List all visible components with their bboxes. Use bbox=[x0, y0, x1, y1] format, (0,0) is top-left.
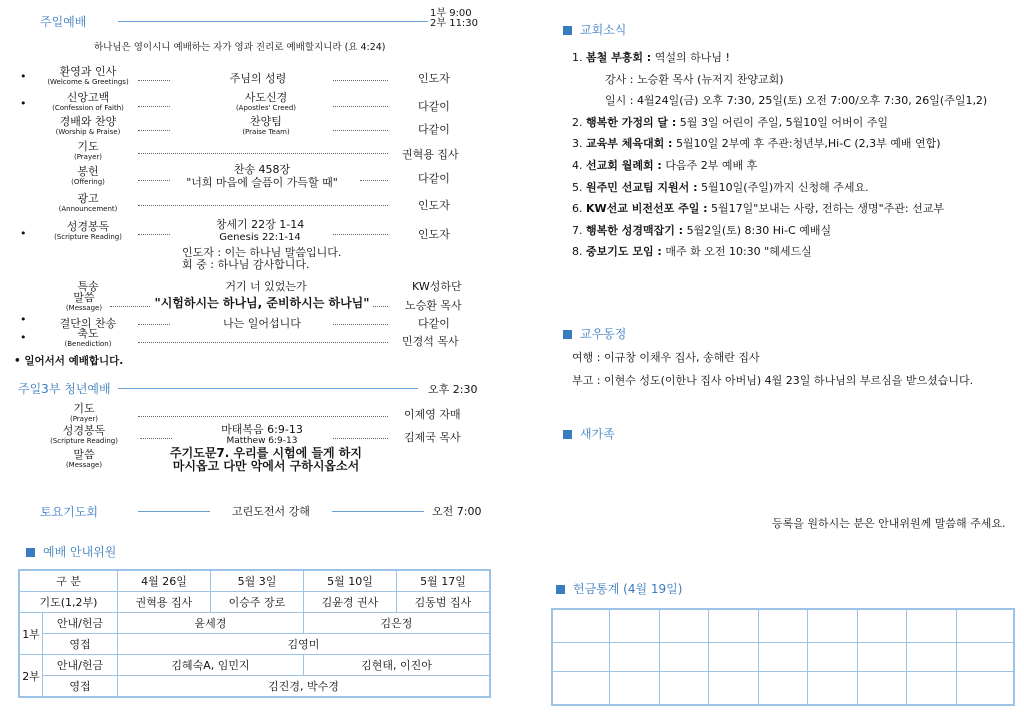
table-cell: 5월 17일 bbox=[397, 570, 491, 592]
table-row bbox=[552, 671, 1014, 705]
order-item-mid-en: (Praise Team) bbox=[242, 128, 290, 136]
youth-message-label: 말씀 bbox=[73, 448, 95, 461]
order-item-mid: 주님의 성령 bbox=[229, 72, 287, 85]
table-cell: 김동범 집사 bbox=[397, 592, 491, 613]
table-row bbox=[19, 570, 490, 592]
decision-label: 결단의 찬송 bbox=[59, 317, 117, 330]
order-item-mid-2: "너희 마음에 슬픔이 가득할 때" bbox=[186, 176, 338, 189]
order-item-ko: 기도 bbox=[77, 140, 99, 153]
ushers-title bbox=[26, 543, 116, 560]
table-cell: 구 분 bbox=[19, 570, 118, 592]
table-cell: 김영미 bbox=[118, 634, 491, 655]
order-item-right: 권혁용 집사 bbox=[402, 148, 459, 161]
order-item-en: (Offering) bbox=[71, 178, 105, 186]
sermon-label: 말씀 bbox=[73, 291, 95, 304]
table-row bbox=[552, 643, 1014, 672]
youth-reading-label-en: (Scripture Reading) bbox=[50, 437, 118, 445]
decision-hymn: 나는 일어섭니다 bbox=[223, 317, 301, 330]
benediction-label: 축도 bbox=[77, 327, 99, 340]
ushers-table bbox=[18, 569, 491, 698]
table-cell: 김은정 bbox=[304, 613, 491, 634]
table-cell: 안내/헌금 bbox=[43, 613, 118, 634]
table-cell: 영접 bbox=[43, 676, 118, 698]
service-time-2: 2부 11:30 bbox=[430, 18, 479, 29]
sermon-preacher: 노승환 목사 bbox=[405, 299, 462, 312]
closing-note: • 일어서서 예배합니다. bbox=[14, 355, 124, 367]
order-item-en: (Worship & Praise) bbox=[55, 128, 121, 136]
sermon-label-en: (Message) bbox=[65, 304, 103, 312]
order-item-ko: 광고 bbox=[77, 192, 99, 205]
offering-table bbox=[551, 608, 1015, 706]
youth-message-label-en: (Message) bbox=[65, 461, 103, 469]
youth-message-title-2: 마시옵고 다만 악에서 구하시옵소서 bbox=[172, 459, 360, 473]
table-cell: 안내/헌금 bbox=[43, 655, 118, 676]
table-row bbox=[552, 609, 1014, 643]
saturday-prayer-title: 토요기도회 bbox=[40, 505, 98, 519]
list-item: 일시 : 4월24일(금) 오후 7:30, 25일(토) 오전 7:00/오후 7:30, 26일(주일1,2) bbox=[605, 94, 988, 108]
member-news-title bbox=[563, 325, 626, 342]
special-song-performer: KW성하단 bbox=[412, 280, 462, 293]
list-item: 7. 행복한 성경맥잡기 : 5월2일(토) 8:30 Hi-C 예배실 bbox=[572, 223, 832, 237]
saturday-prayer-time: 오전 7:00 bbox=[432, 505, 482, 518]
service-time-1: 1부 9:00 bbox=[430, 8, 472, 19]
section-square-icon bbox=[26, 548, 35, 557]
order-item-right: 인도자 bbox=[418, 228, 450, 241]
table-cell: 이승주 장로 bbox=[211, 592, 304, 613]
list-item: 강사 : 노승환 목사 (뉴저지 찬양교회) bbox=[605, 72, 784, 86]
order-item-ko: 성경봉독 bbox=[66, 220, 110, 233]
benediction-label-en: (Benediction) bbox=[64, 340, 112, 348]
order-item-ko: 환영과 인사 bbox=[59, 65, 117, 78]
order-item-en: (Prayer) bbox=[73, 153, 103, 161]
order-item-mid: 찬양팀 bbox=[250, 115, 282, 128]
bullet: • bbox=[20, 313, 27, 326]
bullet: • bbox=[20, 227, 27, 240]
divider bbox=[118, 21, 428, 22]
youth-prayer-label: 기도 bbox=[73, 402, 95, 415]
saturday-prayer-subject: 고린도전서 강해 bbox=[232, 505, 310, 518]
church-news-title-text: 교회소식 bbox=[580, 23, 627, 37]
order-item-mid: 창세기 22장 1-14 bbox=[215, 218, 305, 231]
section-square-icon bbox=[563, 26, 572, 35]
youth-reading-label: 성경봉독 bbox=[62, 424, 106, 437]
youth-message-title: 주기도문7. 우리를 시험에 들게 하지 bbox=[170, 446, 362, 460]
new-family-note: 등록을 원하시는 분은 안내위원께 말씀해 주세요. bbox=[772, 517, 1006, 530]
youth-reading-ref: 마태복음 6:9-13 bbox=[221, 423, 303, 436]
order-item-mid: 사도신경 bbox=[244, 91, 288, 104]
response-people: 회 중 : 하나님 감사합니다. bbox=[182, 258, 310, 271]
order-item-right: 다같이 bbox=[418, 123, 450, 136]
youth-service-title: 주일3부 청년예배 bbox=[18, 382, 111, 396]
youth-reading-ref-en: Matthew 6:9-13 bbox=[226, 436, 298, 446]
list-item: 6. KW선교 비전선포 주일 : 5월17일"보내는 사랑, 전하는 생명"주관: 선교부 bbox=[572, 202, 945, 216]
table-cell: 김윤경 권사 bbox=[304, 592, 397, 613]
youth-service-time: 오후 2:30 bbox=[428, 383, 478, 396]
section-square-icon bbox=[556, 585, 565, 594]
list-item: 3. 교육부 체육대회 : 5월10일 2부예 후 주관:청년부,Hi-C (2,3부 예배 연합) bbox=[572, 137, 941, 151]
order-item-mid-en: (Apostles' Creed) bbox=[235, 104, 297, 112]
offering-stats-title bbox=[556, 580, 682, 597]
list-item: 4. 선교회 월례회 : 다음주 2부 예배 후 bbox=[572, 158, 758, 172]
table-cell: 영접 bbox=[43, 634, 118, 655]
bullet: • bbox=[20, 70, 27, 83]
order-item-right: 다같이 bbox=[418, 100, 450, 113]
list-item: 5. 원주민 선교팀 지원서 : 5월10일(주일)까지 신청해 주세요. bbox=[572, 180, 869, 194]
table-row bbox=[19, 613, 490, 634]
order-item-en: (Welcome & Greetings) bbox=[47, 78, 129, 86]
member-news-line: 여행 : 이규창 이채우 집사, 송해란 집사 bbox=[572, 351, 760, 364]
order-item-right: 다같이 bbox=[418, 172, 450, 185]
new-family-title-text: 새가족 bbox=[580, 427, 615, 441]
table-row bbox=[19, 676, 490, 698]
member-news-line: 부고 : 이현수 성도(이한나 집사 아버님) 4월 23일 하나님의 부르심을 받으셨습니다. bbox=[572, 374, 974, 387]
sermon-title: "시험하시는 하나님, 준비하시는 하나님" bbox=[154, 296, 370, 310]
table-row bbox=[19, 655, 490, 676]
response-leader: 인도자 : 이는 하나님 말씀입니다. bbox=[182, 246, 342, 259]
table-cell: 김현태, 이진아 bbox=[304, 655, 491, 676]
table-cell: 권혁용 집사 bbox=[118, 592, 211, 613]
table-cell: 4월 26일 bbox=[118, 570, 211, 592]
section-square-icon bbox=[563, 430, 572, 439]
table-row bbox=[19, 592, 490, 613]
member-news-title-text: 교우동정 bbox=[580, 327, 627, 341]
table-cell: 1부 bbox=[19, 613, 43, 655]
table-cell: 5월 3일 bbox=[211, 570, 304, 592]
church-news-list bbox=[572, 47, 987, 263]
table-cell: 김진경, 박수경 bbox=[118, 676, 491, 698]
table-cell: 기도(1,2부) bbox=[19, 592, 118, 613]
ushers-title-text: 예배 안내위원 bbox=[43, 545, 117, 559]
table-cell: 2부 bbox=[19, 655, 43, 698]
order-item-right: 인도자 bbox=[418, 72, 450, 85]
order-item-right: 인도자 bbox=[418, 199, 450, 212]
table-row bbox=[19, 634, 490, 655]
table-cell: 김혜숙A, 임민지 bbox=[118, 655, 304, 676]
youth-reading-person: 김제국 목사 bbox=[404, 431, 461, 444]
benediction-minister: 민경석 목사 bbox=[402, 335, 459, 348]
special-song-title: 거기 너 있었는가 bbox=[225, 280, 307, 293]
special-song-label: 특송 bbox=[77, 280, 99, 293]
order-item-mid: 찬송 458장 bbox=[233, 163, 291, 176]
church-news-title bbox=[563, 21, 626, 38]
order-item-ko: 신앙고백 bbox=[66, 91, 110, 104]
list-item: 8. 중보기도 모임 : 매주 화 오전 10:30 "헤세드실 bbox=[572, 245, 812, 259]
table-cell: 윤세경 bbox=[118, 613, 304, 634]
motto: 하나님은 영이시니 예배하는 자가 영과 진리로 예배할지니라 (요 4:24) bbox=[94, 42, 386, 53]
offering-stats-title-text: 헌금통계 (4월 19일) bbox=[573, 582, 683, 596]
youth-prayer-person: 이제영 자매 bbox=[404, 408, 461, 421]
bullet: • bbox=[20, 97, 27, 110]
new-family-title bbox=[563, 425, 615, 442]
order-item-ko: 봉헌 bbox=[77, 165, 99, 178]
list-item: 1. 봄철 부흥회 : 역설의 하나님 ! bbox=[572, 51, 730, 64]
table-cell: 5월 10일 bbox=[304, 570, 397, 592]
order-item-en: (Confession of Faith) bbox=[52, 104, 124, 112]
sunday-service-title: 주일예배 bbox=[40, 15, 87, 29]
order-item-en: (Announcement) bbox=[58, 205, 118, 213]
list-item: 2. 행복한 가정의 달 : 5월 3일 어린이 주일, 5월10일 어버이 주일 bbox=[572, 115, 889, 129]
decision-right: 다같이 bbox=[418, 317, 450, 330]
order-item-en: (Scripture Reading) bbox=[54, 233, 122, 241]
order-item-ko: 경배와 찬양 bbox=[59, 115, 117, 128]
order-item-mid-2: Genesis 22:1-14 bbox=[219, 232, 301, 243]
section-square-icon bbox=[563, 330, 572, 339]
bullet: • bbox=[20, 331, 27, 344]
youth-prayer-label-en: (Prayer) bbox=[69, 415, 99, 423]
